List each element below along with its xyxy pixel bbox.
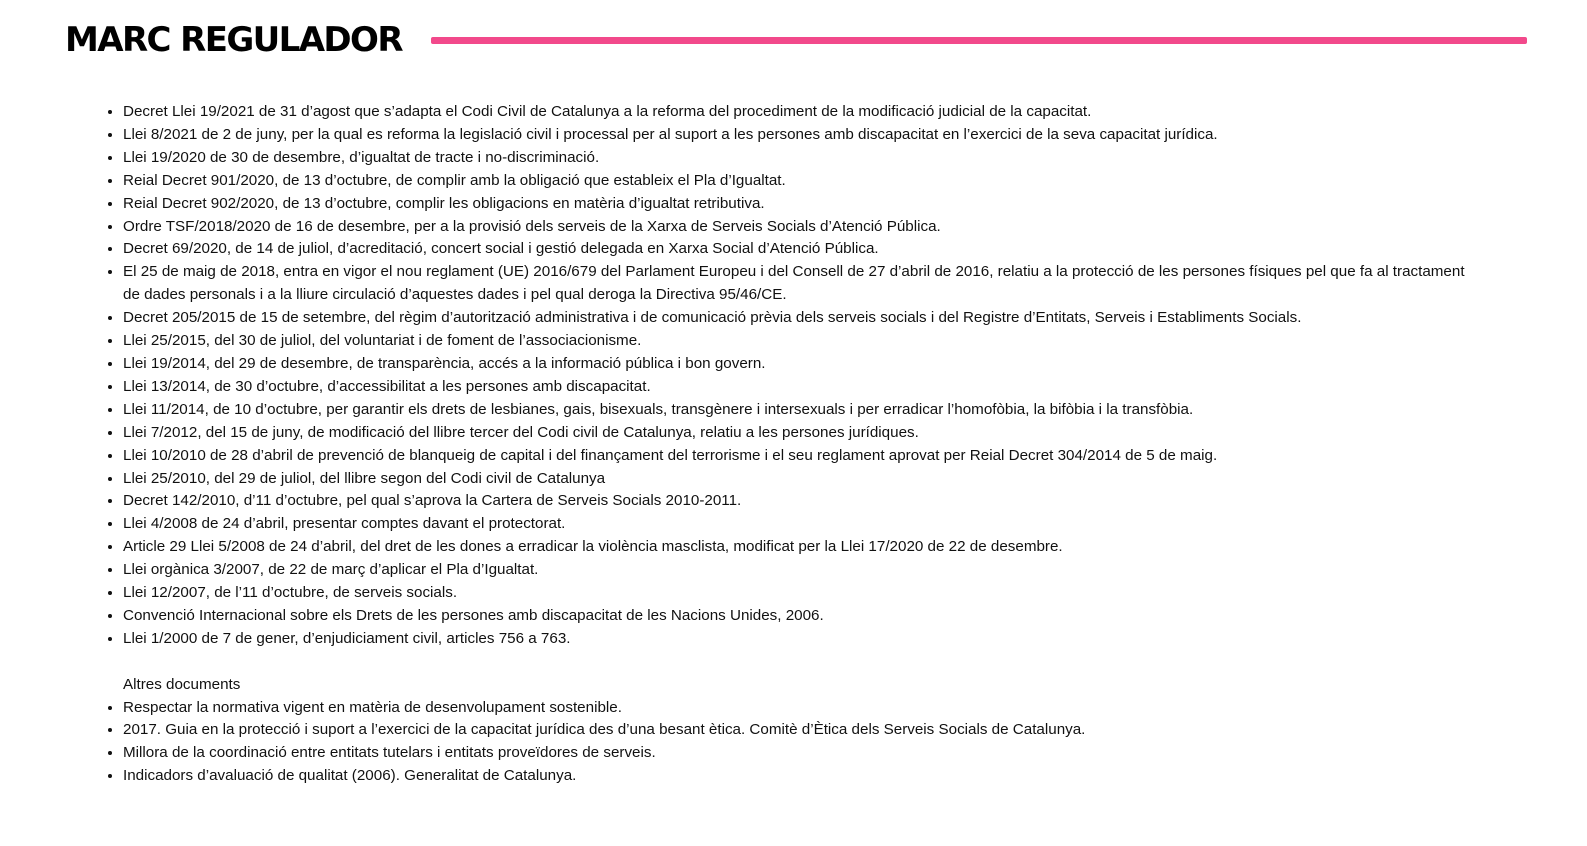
other-document-item: • Indicadors d’avaluació de qualitat (2006). Generalitat de Catalunya. [123,765,1484,788]
page-header [65,18,1527,66]
regulation-item: • Decret 69/2020, de 14 de juliol, d’acreditació, concert social i gestió delegada en Xarxa Social d’Atenció Pública. [123,238,1484,261]
regulation-item: • Llei 10/2010 de 28 d’abril de prevenció de blanqueig de capital i del finançament del terrorisme i el seu reglament aprovat per Reial Decret 304/2014 de 5 de maig. [123,445,1484,468]
regulation-item: • Llei 13/2014, de 30 d’octubre, d’accessibilitat a les persones amb discapacitat. [123,376,1484,399]
regulation-item: • Llei 1/2000 de 7 de gener, d’enjudiciament civil, articles 756 a 763. [123,628,1484,651]
regulation-item: • Decret Llei 19/2021 de 31 d’agost que s’adapta el Codi Civil de Catalunya a la reforma del procediment de la modificació judicial de la capacitat. [123,101,1484,124]
regulation-item: • El 25 de maig de 2018, entra en vigor el nou reglament (UE) 2016/679 del Parlament Europeu i del Consell de 27 d’abril de 2016, relatiu a la protecció de les persones físiques pel que fa al tractament de dades personals i a la lliure circulació d’aquestes dades i pel qual deroga la Directiva 95/46/CE. [123,261,1484,307]
regulation-item: • Llei 4/2008 de 24 d’abril, presentar comptes davant el protectorat. [123,513,1484,536]
page-title: MARC REGULADOR [65,20,402,60]
regulation-item: • Llei 19/2020 de 30 de desembre, d’igualtat de tracte i no-discriminació. [123,147,1484,170]
regulation-item: • Llei 25/2010, del 29 de juliol, del llibre segon del Codi civil de Catalunya [123,468,1484,491]
regulation-item: • Llei orgànica 3/2007, de 22 de març d’aplicar el Pla d’Igualtat. [123,559,1484,582]
regulation-item: • Ordre TSF/2018/2020 de 16 de desembre, per a la provisió dels serveis de la Xarxa de Serveis Socials d’Atenció Pública. [123,216,1484,239]
regulation-item: • Llei 12/2007, de l’11 d’octubre, de serveis socials. [123,582,1484,605]
regulation-item: • Llei 7/2012, del 15 de juny, de modificació del llibre tercer del Codi civil de Catalunya, relatiu a les persones jurídiques. [123,422,1484,445]
document-body [104,101,1484,788]
regulation-item: • Convenció Internacional sobre els Drets de les persones amb discapacitat de les Nacions Unides, 2006. [123,605,1484,628]
regulation-item: • Decret 205/2015 de 15 de setembre, del règim d’autorització administrativa i de comunicació prèvia dels serveis socials i del Registre d’Entitats, Serveis i Establiments Socials. [123,307,1484,330]
regulation-item: • Decret 142/2010, d’11 d’octubre, pel qual s’aprova la Cartera de Serveis Socials 2010-2011. [123,490,1484,513]
regulations-list [104,101,1484,651]
regulation-item: • Llei 19/2014, del 29 de desembre, de transparència, accés a la informació pública i bon govern. [123,353,1484,376]
regulation-item: • Llei 11/2014, de 10 d’octubre, per garantir els drets de lesbianes, gais, bisexuals, transgènere i intersexuals i per erradicar l’homofòbia, la bifòbia i la transfòbia. [123,399,1484,422]
other-document-item: • 2017. Guia en la protecció i suport a l’exercici de la capacitat jurídica des d’una besant ètica. Comitè d’Ètica dels Serveis Socials de Catalunya. [123,719,1484,742]
other-documents-list [104,697,1484,789]
regulation-item: • Article 29 Llei 5/2008 de 24 d’abril, del dret de les dones a erradicar la violència masclista, modificat per la Llei 17/2020 de 22 de desembre. [123,536,1484,559]
other-documents-heading: Altres documents [123,675,241,693]
other-document-item: • Millora de la coordinació entre entitats tutelars i entitats proveïdores de serveis. [123,742,1484,765]
title-accent-rule [431,37,1527,44]
other-document-item: • Respectar la normativa vigent en matèria de desenvolupament sostenible. [123,697,1484,720]
regulation-item: • Reial Decret 902/2020, de 13 d’octubre, complir les obligacions en matèria d’igualtat retributiva. [123,193,1484,216]
regulation-item: • Llei 8/2021 de 2 de juny, per la qual es reforma la legislació civil i processal per al suport a les persones amb discapacitat en l’exercici de la seva capacitat jurídica. [123,124,1484,147]
regulation-item: • Reial Decret 901/2020, de 13 d’octubre, de complir amb la obligació que estableix el Pla d’Igualtat. [123,170,1484,193]
regulation-item: • Llei 25/2015, del 30 de juliol, del voluntariat i de foment de l’associacionisme. [123,330,1484,353]
